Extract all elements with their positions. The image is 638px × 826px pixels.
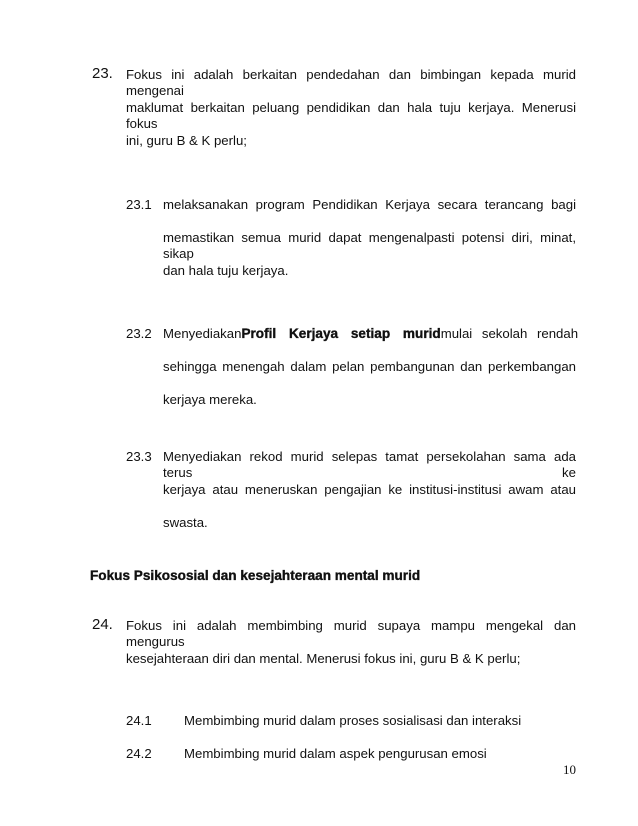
item-23-line-3: ini, guru B & K perlu; (126, 133, 247, 148)
item-23-line-1: Fokus ini adalah berkaitan pendedahan dan bimbingan kepada murid mengenai (126, 67, 576, 98)
item-23-2-line-2: sehingga menengah dalam pelan pembangunan dan perkembangan (163, 359, 576, 374)
item-23-2-lead: Menyediakan (163, 326, 242, 341)
item-24-number: 24. (92, 616, 113, 633)
item-23-2-line-3: kerjaya mereka. (163, 392, 257, 407)
item-23-2-emphasis: Profil Kerjaya setiap murid (241, 326, 441, 341)
item-23-2-tail: mulai sekolah rendah (440, 326, 579, 341)
item-23-1-line-3: dan hala tuju kerjaya. (163, 263, 289, 278)
item-23-2-line-1 (163, 326, 579, 342)
item-24-line-1: Fokus ini adalah membimbing murid supaya mampu mengekal dan mengurus (126, 618, 576, 649)
item-23-3-number: 23.3 (126, 449, 152, 464)
item-23-1-line-2: memastikan semua murid dapat mengenalpasti potensi diri, minat, sikap (163, 230, 576, 261)
item-23-number: 23. (92, 65, 113, 82)
item-23-1-line-1: melaksanakan program Pendidikan Kerjaya secara terancang bagi (163, 197, 576, 212)
item-23-2-number: 23.2 (126, 326, 152, 341)
page-number: 10 (563, 762, 576, 777)
item-24-1-text: Membimbing murid dalam proses sosialisasi dan interaksi (184, 713, 522, 728)
section-heading: Fokus Psikososial dan kesejahteraan mental murid (90, 568, 421, 583)
item-24-1-number: 24.1 (126, 713, 152, 728)
item-23-3-line-2: kerjaya atau meneruskan pengajian ke institusi-institusi awam atau (163, 482, 576, 497)
item-23-line-2: maklumat berkaitan peluang pendidikan dan hala tuju kerjaya. Menerusi fokus (126, 100, 576, 131)
item-24-2-number: 24.2 (126, 746, 152, 761)
item-24-2-text: Membimbing murid dalam aspek pengurusan emosi (184, 746, 487, 761)
item-23-3-line-3: swasta. (163, 515, 208, 530)
item-23-3-line-1: Menyediakan rekod murid selepas tamat persekolahan sama ada terus ke (163, 449, 576, 480)
item-23-1-number: 23.1 (126, 197, 152, 212)
item-24-line-2: kesejahteraan diri dan mental. Menerusi fokus ini, guru B & K perlu; (126, 651, 521, 666)
